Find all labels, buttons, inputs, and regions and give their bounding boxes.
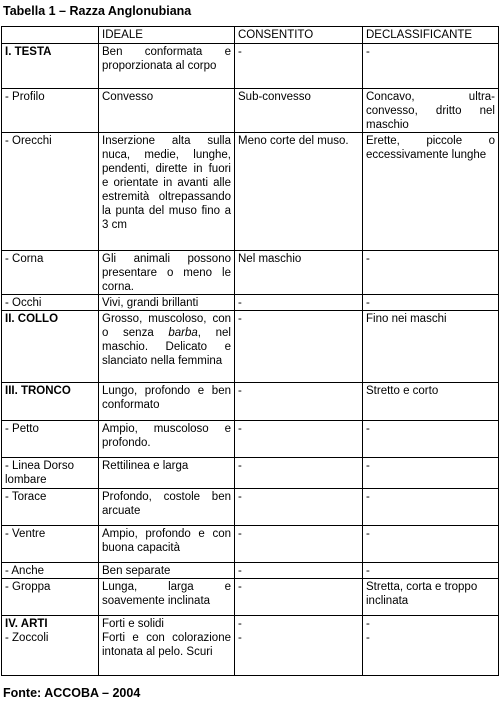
header-declassificante: DECLASSIFICANTE [363,27,499,44]
cell-declassificante: Fino nei maschi [363,311,499,383]
table-row [2,251,499,295]
table-row [2,489,499,526]
cell-consentito: - [235,421,363,458]
cell-declassificante-zoccoli: - [366,632,370,644]
row-label: - Ventre [2,526,99,563]
cell-consentito: - [235,311,363,383]
row-label: - Profilo [2,89,99,133]
table-source: Fonte: ACCOBA – 2004 [3,686,141,700]
cell-ideale: Ben conformata e proporzionata al corpo [99,44,235,89]
cell-consentito: - [235,44,363,89]
cell-consentito: - [235,526,363,563]
row-label: III. TRONCO [2,383,99,421]
cell-consentito: - [235,458,363,489]
breed-table [1,26,499,676]
cell-ideale-arti: Forti e solidi [102,618,164,630]
cell-declassificante: Stretta, corta e troppo inclinata [363,579,499,616]
table-row [2,44,499,89]
row-label: - Orecchi [2,133,99,251]
table-row [2,563,499,579]
cell-declassificante: - [363,44,499,89]
row-label [2,616,99,676]
cell-declassificante: - [363,295,499,311]
cell-ideale: Inserzione alta sulla nuca, medie, lunghe, pendenti, dirette in fuori e orientate in avanti alle estremità oltrepassando la punta del muso fino a 3 cm [99,133,235,251]
cell-declassificante: - [363,526,499,563]
cell-ideale: Convesso [99,89,235,133]
cell-declassificante [363,616,499,676]
cell-declassificante: Stretto e corto [363,383,499,421]
row-label: I. TESTA [2,44,99,89]
table-row [2,616,499,676]
table-row [2,421,499,458]
row-label: - Anche [2,563,99,579]
row-label: - Linea Dorso lombare [2,458,99,489]
table-row [2,458,499,489]
cell-ideale-zoccoli: Forti e con colorazione intonata al pelo. Scuri [102,632,231,658]
table-row [2,89,499,133]
cell-ideale: Rettilinea e larga [99,458,235,489]
header-ideale: IDEALE [99,27,235,44]
cell-declassificante: - [363,563,499,579]
table-row [2,579,499,616]
row-label: - Occhi [2,295,99,311]
cell-declassificante: - [363,251,499,295]
cell-consentito: - [235,579,363,616]
row-label-arti: IV. ARTI [5,618,48,630]
table-caption: Tabella 1 – Razza Anglonubiana [3,4,192,18]
cell-declassificante-arti: - [366,618,370,630]
table-row [2,311,499,383]
cell-ideale: Profondo, costole ben arcuate [99,489,235,526]
cell-declassificante: - [363,489,499,526]
row-label: II. COLLO [2,311,99,383]
header-row [2,27,499,44]
cell-ideale: Lunga, larga e soavemente inclinata [99,579,235,616]
cell-declassificante: - [363,458,499,489]
table-row [2,133,499,251]
table-row [2,383,499,421]
cell-ideale: Ben separate [99,563,235,579]
row-label: - Groppa [2,579,99,616]
cell-consentito: Sub-convesso [235,89,363,133]
cell-consentito: Nel maschio [235,251,363,295]
cell-ideale: Lungo, profondo e ben conformato [99,383,235,421]
header-blank [2,27,99,44]
table-row [2,295,499,311]
cell-ideale: Ampio, muscoloso e profondo. [99,421,235,458]
ideale-italic-word: barba [168,327,198,339]
cell-consentito: - [235,383,363,421]
cell-consentito-arti: - [238,618,242,630]
cell-consentito: Meno corte del muso. [235,133,363,251]
row-label: - Petto [2,421,99,458]
cell-consentito: - [235,563,363,579]
cell-consentito: - [235,295,363,311]
ideale-text-part: Grosso, muscoloso, con o senza [102,313,231,339]
row-label: - Corna [2,251,99,295]
cell-declassificante: Concavo, ultra-convesso, dritto nel maschio [363,89,499,133]
header-consentito: CONSENTITO [235,27,363,44]
cell-declassificante: Erette, piccole o eccessivamente lunghe [363,133,499,251]
row-label: - Torace [2,489,99,526]
cell-consentito: - [235,489,363,526]
cell-ideale [99,311,235,383]
cell-ideale: Ampio, profondo e con buona capacità [99,526,235,563]
cell-declassificante: - [363,421,499,458]
cell-ideale [99,616,235,676]
ideale-text-part: , nel maschio. Delicato e slanciato nella femmina [102,327,231,367]
cell-ideale: Gli animali possono presentare o meno le corna. [99,251,235,295]
cell-consentito-zoccoli: - [238,632,242,644]
cell-ideale: Vivi, grandi brillanti [99,295,235,311]
row-label-zoccoli: - Zoccoli [5,632,49,644]
table-row [2,526,499,563]
cell-consentito [235,616,363,676]
